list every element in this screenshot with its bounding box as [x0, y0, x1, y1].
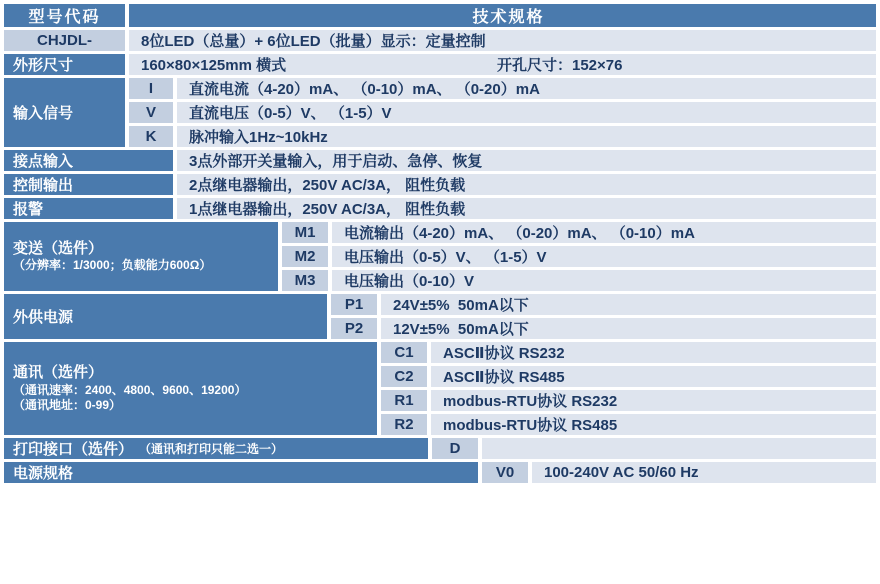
option-code-p2: P2	[331, 318, 377, 339]
option-desc-m2: 电压输出（0-5）V、 （1-5）V	[332, 246, 876, 267]
option-row-m1	[282, 222, 876, 243]
option-desc-v: 直流电压（0-5）V、 （1-5）V	[177, 102, 876, 123]
option-row-i	[129, 78, 876, 99]
option-code-r2: R2	[381, 414, 427, 435]
comm-label: 通讯（选件）	[13, 364, 104, 382]
print-label: 打印接口（选件）	[13, 441, 134, 458]
option-desc-d	[482, 438, 876, 459]
option-desc-c1: ASCⅡ协议 RS232	[431, 342, 876, 363]
option-desc-m3: 电压输出（0-10）V	[332, 270, 876, 291]
contact-input-label: 接点输入	[4, 150, 173, 171]
option-code-p1: P1	[331, 294, 377, 315]
option-desc-r1: modbus-RTU协议 RS232	[431, 390, 876, 411]
comm-note-baud: （通讯速率：2400、4800、9600、19200）	[13, 382, 247, 397]
header-tech-spec: 技术规格	[129, 4, 876, 27]
option-row-m2	[282, 246, 876, 267]
option-desc-p1: 24V±5% 50mA以下	[381, 294, 876, 315]
comm-group	[4, 342, 876, 435]
option-code-d: D	[432, 438, 478, 459]
transmit-label-cell	[4, 222, 278, 291]
comm-label-cell	[4, 342, 377, 435]
size-value-cell	[129, 54, 876, 75]
option-row-v	[129, 102, 876, 123]
alarm-label: 报警	[4, 198, 173, 219]
print-note: （通讯和打印只能二选一）	[139, 442, 284, 456]
option-code-i: I	[129, 78, 173, 99]
contact-input-row	[4, 150, 876, 171]
header-model-code: 型号代码	[4, 4, 125, 27]
option-row-m3	[282, 270, 876, 291]
contact-input-desc: 3点外部开关量输入，用于启动、急停、恢复	[177, 150, 876, 171]
option-row-c2	[381, 366, 876, 387]
size-row	[4, 54, 876, 75]
ext-power-group	[4, 294, 876, 339]
option-row-r2	[381, 414, 876, 435]
header-row	[4, 4, 876, 27]
option-code-m1: M1	[282, 222, 328, 243]
option-desc-k: 脉冲输入1Hz~10kHz	[177, 126, 876, 147]
control-output-label: 控制输出	[4, 174, 173, 195]
option-desc-v0: 100-240V AC 50/60 Hz	[532, 462, 876, 483]
option-desc-i: 直流电流（4-20）mA、 （0-10）mA、 （0-20）mA	[177, 78, 876, 99]
option-row-p2	[331, 318, 876, 339]
alarm-row	[4, 198, 876, 219]
input-signal-label: 输入信号	[4, 78, 125, 147]
cutout-size: 开孔尺寸：152×76	[497, 57, 623, 74]
comm-note-addr: （通讯地址：0-99）	[13, 397, 122, 412]
ext-power-label: 外供电源	[4, 294, 327, 339]
option-code-c1: C1	[381, 342, 427, 363]
option-row-r1	[381, 390, 876, 411]
transmit-group	[4, 222, 876, 291]
control-output-desc: 2点继电器输出，250V AC/3A， 阻性负载	[177, 174, 876, 195]
model-row	[4, 30, 876, 51]
control-output-row	[4, 174, 876, 195]
option-row-k	[129, 126, 876, 147]
option-code-c2: C2	[381, 366, 427, 387]
transmit-label: 变送（选件）	[13, 239, 104, 257]
option-row-p1	[331, 294, 876, 315]
power-spec-label: 电源规格	[4, 462, 478, 483]
power-spec-row	[4, 462, 876, 483]
option-code-r1: R1	[381, 390, 427, 411]
option-code-k: K	[129, 126, 173, 147]
transmit-note: （分辨率：1/3000；负载能力600Ω）	[13, 258, 212, 273]
option-desc-m1: 电流输出（4-20）mA、 （0-20）mA、 （0-10）mA	[332, 222, 876, 243]
option-code-v: V	[129, 102, 173, 123]
print-row	[4, 438, 876, 459]
option-desc-p2: 12V±5% 50mA以下	[381, 318, 876, 339]
size-value: 160×80×125mm 横式	[141, 57, 287, 74]
option-desc-c2: ASCⅡ协议 RS485	[431, 366, 876, 387]
option-desc-r2: modbus-RTU协议 RS485	[431, 414, 876, 435]
option-row-c1	[381, 342, 876, 363]
option-code-m3: M3	[282, 270, 328, 291]
option-code-v0: V0	[482, 462, 528, 483]
model-desc-cell: 8位LED（总量）+ 6位LED（批量）显示：定量控制	[129, 30, 876, 51]
option-code-m2: M2	[282, 246, 328, 267]
alarm-desc: 1点继电器输出，250V AC/3A， 阻性负载	[177, 198, 876, 219]
input-signal-group	[4, 78, 876, 147]
size-label: 外形尺寸	[4, 54, 125, 75]
model-code-cell: CHJDL-	[4, 30, 125, 51]
print-label-cell	[4, 438, 428, 459]
